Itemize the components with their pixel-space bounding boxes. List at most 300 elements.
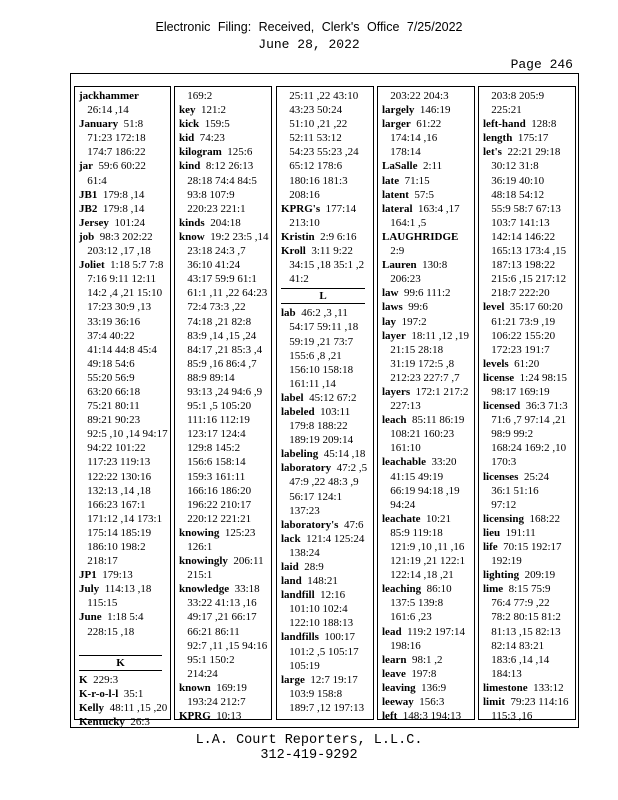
index-continuation: 170:3 — [483, 456, 517, 469]
index-continuation: 59:19 ,21 73:7 — [281, 335, 354, 348]
index-continuation: 25:11 ,22 43:10 — [281, 90, 359, 102]
index-entry — [179, 117, 271, 131]
index-continuation: 103:7 141:13 — [483, 216, 550, 229]
index-references: 179:8 ,14 — [97, 188, 145, 201]
index-continuation: 72:4 73:3 ,22 — [179, 301, 246, 314]
index-references: 35:1 — [118, 687, 144, 700]
index-references: 45:12 67:2 — [303, 391, 357, 404]
index-references: 168:22 — [523, 512, 561, 525]
index-headword: JB1 — [79, 188, 98, 201]
index-entry — [179, 131, 271, 145]
index-entry — [281, 630, 373, 644]
index-headword: lieu — [483, 526, 501, 539]
index-continuation: 66:21 86:11 — [179, 625, 240, 638]
index-continuation: 36:10 41:24 — [179, 259, 241, 272]
index-continuation: 49:18 54:6 — [79, 357, 135, 370]
index-headword: LAUGHRIDGE — [382, 230, 459, 243]
index-continuation: 208:16 — [281, 188, 320, 201]
index-entry — [382, 188, 474, 202]
index-references: 79:23 114:16 — [505, 696, 569, 709]
index-headword: kinds — [179, 216, 205, 229]
index-continuation: 54:23 55:23 ,24 — [281, 146, 359, 159]
index-continuation: 66:19 94:18 ,19 — [382, 484, 460, 497]
index-entry — [382, 329, 474, 343]
index-references: 12:7 19:17 — [304, 673, 358, 686]
index-headword: key — [179, 104, 196, 117]
index-headword: licensing — [483, 512, 524, 525]
index-continuation: 78:2 80:15 81:2 — [483, 611, 561, 624]
index-continuation: 122:22 130:16 — [79, 470, 152, 483]
index-continuation: 138:24 — [281, 546, 320, 559]
index-entry — [382, 582, 474, 596]
index-continuation: 92:5 ,10 ,14 94:17 — [79, 428, 168, 441]
index-entry — [483, 582, 575, 596]
index-headword: kid — [179, 132, 195, 145]
index-continuation: 93:13 ,24 94:6 ,9 — [179, 385, 263, 398]
index-continuation: 220:12 221:21 — [179, 512, 252, 525]
index-headword: large — [281, 673, 305, 686]
index-continuation: 218:7 222:20 — [483, 287, 550, 300]
index-entry — [382, 230, 474, 244]
index-references: 169:19 — [210, 681, 247, 694]
index-continuation: 165:13 173:4 ,15 — [483, 245, 567, 258]
index-entry — [79, 673, 170, 687]
index-references: 114:13 ,18 — [99, 583, 152, 596]
index-continuation: 54:17 59:11 ,18 — [281, 321, 359, 334]
index-entry — [382, 300, 474, 314]
index-continuation: 215:1 — [179, 569, 213, 582]
index-references: 197:2 — [396, 315, 427, 328]
index-continuation: 43:17 59:9 61:1 — [179, 273, 257, 286]
index-continuation: 175:14 185:19 — [79, 526, 152, 539]
index-references: 209:19 — [519, 569, 556, 582]
index-continuation: 84:17 ,21 85:3 ,4 — [179, 343, 263, 356]
index-continuation: 55:9 58:7 67:13 — [483, 202, 561, 215]
index-entry — [281, 391, 373, 405]
index-references: 159:5 — [199, 118, 230, 131]
index-continuation: 203:12 ,17 ,18 — [79, 245, 151, 258]
index-entry — [382, 455, 474, 469]
index-references: 179:13 — [96, 569, 133, 582]
index-headword: June — [79, 611, 102, 624]
index-references: 61:22 — [410, 118, 442, 131]
index-continuation: 33:22 41:13 ,16 — [179, 597, 257, 610]
index-entry — [179, 145, 271, 159]
index-continuation: 49:17 ,21 66:17 — [179, 611, 257, 624]
index-headword: late — [382, 174, 400, 187]
index-references: 35:17 60:20 — [504, 301, 563, 314]
index-continuation: 101:2 ,5 105:17 — [281, 645, 359, 658]
index-entry — [179, 554, 271, 568]
index-entry — [382, 103, 474, 117]
index-references: 86:10 — [421, 583, 452, 596]
index-references: 177:14 — [320, 202, 357, 215]
index-entry — [483, 371, 575, 385]
index-headword: laid — [281, 561, 299, 573]
index-continuation: 75:21 80:11 — [79, 400, 140, 413]
index-continuation: 85:9 119:18 — [382, 526, 443, 539]
index-headword: K — [79, 673, 88, 686]
index-references: 172:1 217:2 — [410, 385, 469, 398]
index-references: 48:11 ,15 ,20 — [104, 701, 168, 714]
index-headword: lack — [281, 532, 301, 545]
index-references: 206:11 — [227, 555, 264, 568]
index-continuation: 166:23 167:1 — [79, 498, 146, 511]
index-continuation: 41:2 — [281, 273, 309, 286]
index-references: 121:4 125:24 — [300, 532, 365, 545]
index-entry — [281, 461, 373, 475]
index-headword: job — [79, 230, 95, 243]
index-references: 22:21 29:18 — [501, 146, 561, 159]
index-headword: July — [79, 583, 100, 596]
index-entry — [79, 202, 170, 216]
index-entry — [483, 300, 575, 314]
index-references: 2:9 6:16 — [314, 230, 357, 243]
index-entry — [281, 518, 373, 532]
filing-stamp-line: Electronic Filing: Received, Clerk's Office 7/25/2022 — [155, 20, 463, 34]
index-entry — [281, 230, 373, 244]
index-entry — [179, 230, 271, 244]
index-references: 101:24 — [108, 216, 145, 229]
index-entry — [179, 103, 271, 117]
index-continuation: 43:23 50:24 — [281, 104, 343, 117]
index-headword: known — [179, 681, 211, 694]
index-continuation: 183:6 ,14 ,14 — [483, 653, 550, 666]
index-continuation: 180:16 181:3 — [281, 174, 348, 187]
index-headword: KPRG — [179, 710, 211, 723]
index-headword: labeling — [281, 448, 319, 461]
index-headword: knowledge — [179, 583, 230, 596]
index-entry — [79, 89, 170, 103]
index-entry — [483, 131, 575, 145]
page-number: Page 246 — [510, 57, 573, 72]
index-entry — [483, 470, 575, 484]
index-continuation: 23:18 24:3 ,7 — [179, 245, 246, 258]
index-references: 1:18 5:4 — [101, 611, 144, 624]
index-continuation: 215:6 ,15 217:12 — [483, 273, 567, 286]
index-entry — [179, 216, 271, 230]
index-references: 191:11 — [500, 526, 536, 539]
index-headword: largely — [382, 104, 415, 117]
index-continuation: 94:24 — [382, 498, 416, 511]
index-references: 45:14 ,18 — [318, 448, 366, 461]
index-headword: left — [382, 710, 398, 723]
index-continuation: 55:20 56:9 — [79, 371, 135, 384]
index-headword: lateral — [382, 202, 413, 215]
index-entry — [281, 405, 373, 419]
footer-company: L.A. Court Reporters, L.L.C. — [195, 733, 423, 748]
index-entry — [79, 568, 170, 582]
index-headword: license — [483, 371, 515, 384]
index-headword: kilogram — [179, 146, 222, 159]
index-continuation: 174:14 ,16 — [382, 132, 438, 145]
index-continuation: 41:14 44:8 45:4 — [79, 343, 157, 356]
index-entry — [79, 687, 170, 701]
index-headword: laboratory's — [281, 518, 339, 531]
index-continuation: 115:3 ,16 — [483, 710, 533, 723]
index-references: 10:21 — [420, 512, 452, 525]
index-entry — [382, 709, 474, 723]
index-headword: leach — [382, 414, 407, 427]
index-continuation: 28:18 74:4 84:5 — [179, 174, 257, 187]
index-references: 59:6 60:22 — [93, 160, 146, 173]
index-continuation: 137:5 139:8 — [382, 597, 444, 610]
index-headword: leeway — [382, 696, 414, 709]
index-continuation: 82:14 83:21 — [483, 639, 545, 652]
index-headword: let's — [483, 146, 502, 159]
index-continuation: 76:4 77:9 ,22 — [483, 597, 550, 610]
index-references: 148:21 — [301, 575, 338, 588]
index-entry — [281, 574, 373, 588]
index-references: 204:18 — [204, 216, 241, 229]
index-continuation: 212:23 227:7 ,7 — [382, 371, 460, 384]
index-continuation: 206:23 — [382, 273, 421, 286]
index-entry — [79, 216, 170, 230]
index-entry — [382, 159, 474, 173]
index-continuation: 81:13 ,15 82:13 — [483, 625, 561, 638]
index-headword: Jersey — [79, 216, 109, 229]
index-continuation: 228:15 ,18 — [79, 625, 135, 638]
index-references: 179:8 ,14 — [97, 202, 145, 215]
index-references: 26:3 — [124, 716, 150, 729]
index-references: 98:3 202:22 — [94, 230, 153, 243]
index-entry — [179, 159, 271, 173]
index-references: 8:15 75:9 — [503, 583, 551, 596]
index-references: 229:3 — [87, 673, 119, 686]
index-continuation: 159:3 161:11 — [179, 470, 246, 483]
index-headword: level — [483, 301, 505, 314]
index-entry — [179, 681, 271, 695]
index-headword: learn — [382, 653, 407, 666]
index-references: 33:18 — [229, 583, 260, 596]
index-headword: leaving — [382, 681, 416, 694]
index-headword: leachable — [382, 456, 426, 469]
index-column-1 — [74, 86, 171, 729]
index-continuation: 225:21 — [483, 104, 522, 117]
index-headword: law — [382, 287, 399, 300]
index-continuation: 21:15 28:18 — [382, 343, 444, 356]
index-entry — [382, 258, 474, 272]
index-entry — [79, 159, 170, 173]
index-headword: Joliet — [79, 259, 105, 272]
index-references: 12:16 — [314, 589, 346, 602]
index-references: 100:17 — [318, 631, 355, 644]
index-headword: licensed — [483, 400, 521, 413]
index-continuation: 108:21 160:23 — [382, 428, 455, 441]
index-continuation: 111:16 112:19 — [179, 414, 250, 427]
index-references: 125:23 — [219, 526, 256, 539]
index-entry — [79, 701, 170, 715]
index-continuation: 198:16 — [382, 639, 421, 652]
index-continuation: 213:10 — [281, 216, 320, 229]
index-headword: licenses — [483, 470, 519, 483]
index-entry — [382, 625, 474, 639]
index-entry — [281, 306, 373, 320]
index-headword: leaching — [382, 583, 422, 596]
index-entry — [382, 512, 474, 526]
index-continuation: 179:8 188:22 — [281, 420, 348, 433]
index-entry — [281, 244, 373, 258]
index-continuation: 189:7 ,12 197:13 — [281, 701, 365, 714]
blank-line — [79, 639, 170, 653]
index-headword: JP1 — [79, 569, 97, 582]
index-references: 85:11 86:19 — [406, 414, 465, 427]
index-continuation: 155:6 ,8 ,21 — [281, 349, 342, 362]
index-continuation: 117:23 119:13 — [79, 456, 151, 469]
index-references: 1:18 5:7 7:8 — [104, 259, 164, 272]
index-entry — [382, 413, 474, 427]
index-continuation: 47:9 ,22 48:3 ,9 — [281, 476, 359, 489]
index-continuation: 156:6 158:14 — [179, 456, 246, 469]
index-continuation: 30:12 31:8 — [483, 160, 539, 173]
index-entry — [483, 681, 575, 695]
section-letter: K — [79, 655, 162, 671]
index-headword: K-r-o-l-l — [79, 687, 119, 700]
index-references: 98:1 ,2 — [406, 653, 443, 666]
index-references: 103:11 — [314, 405, 351, 418]
index-references: 119:2 197:14 — [401, 625, 466, 638]
index-continuation: 171:12 ,14 173:1 — [79, 512, 163, 525]
index-headword: jar — [79, 160, 94, 173]
index-references: 47:2 ,5 — [331, 462, 368, 475]
index-references: 19:2 23:5 ,14 — [204, 230, 269, 243]
index-continuation: 214:24 — [179, 667, 218, 680]
index-continuation: 98:17 169:19 — [483, 385, 550, 398]
index-entry — [382, 695, 474, 709]
index-continuation: 63:20 66:18 — [79, 385, 141, 398]
index-entry — [382, 202, 474, 216]
index-headword: labeled — [281, 405, 315, 418]
index-continuation: 31:19 172:5 ,8 — [382, 357, 455, 370]
index-continuation: 132:13 ,14 ,18 — [79, 484, 151, 497]
index-entry — [179, 526, 271, 540]
index-entry — [79, 188, 170, 202]
index-references: 99:6 111:2 — [398, 287, 451, 300]
index-references: 61:20 — [508, 357, 540, 370]
index-entry — [483, 568, 575, 582]
index-headword: leave — [382, 667, 406, 680]
index-continuation: 85:9 ,16 86:4 ,7 — [179, 357, 257, 370]
index-continuation: 193:24 212:7 — [179, 696, 246, 709]
index-continuation: 95:1 ,5 105:20 — [179, 400, 252, 413]
index-continuation: 189:19 209:14 — [281, 434, 354, 447]
index-headword: lay — [382, 315, 397, 328]
index-headword: laws — [382, 301, 403, 314]
index-entry — [382, 385, 474, 399]
index-headword: left-hand — [483, 118, 526, 131]
index-entry — [79, 258, 170, 272]
index-references: 133:12 — [527, 681, 564, 694]
index-continuation: 26:14 ,14 — [79, 104, 129, 117]
index-headword: lighting — [483, 569, 520, 582]
index-references: 2:11 — [417, 160, 443, 173]
deposition-date: June 28, 2022 — [258, 37, 360, 52]
index-references: 47:6 — [338, 518, 364, 531]
index-continuation: 121:9 ,10 ,11 ,16 — [382, 541, 465, 553]
index-headword: Kristin — [281, 230, 315, 243]
index-continuation: 192:19 — [483, 555, 522, 568]
index-entry — [483, 526, 575, 540]
index-entry — [79, 582, 170, 596]
index-headword: levels — [483, 357, 509, 370]
index-headword: Lauren — [382, 259, 417, 272]
index-entry — [79, 230, 170, 244]
index-headword: leachate — [382, 512, 421, 525]
index-entry — [79, 610, 170, 624]
index-headword: jackhammer — [79, 90, 139, 102]
index-entry — [382, 653, 474, 667]
index-continuation: 161:6 ,23 — [382, 611, 432, 624]
index-continuation: 156:10 158:18 — [281, 363, 354, 376]
index-entry — [179, 582, 271, 596]
index-continuation: 17:23 30:9 ,13 — [79, 301, 152, 314]
index-entry — [79, 117, 170, 131]
index-continuation: 178:14 — [382, 146, 421, 159]
index-continuation: 52:11 53:12 — [281, 132, 342, 145]
index-headword: lead — [382, 625, 402, 638]
index-headword: kind — [179, 160, 201, 173]
index-headword: larger — [382, 118, 411, 131]
index-headword: land — [281, 575, 302, 588]
index-continuation: 166:16 186:20 — [179, 484, 252, 497]
index-continuation: 218:17 — [79, 555, 118, 568]
index-continuation: 187:13 198:22 — [483, 259, 556, 272]
index-entry — [483, 117, 575, 131]
index-references: 121:2 — [195, 104, 227, 117]
index-headword: length — [483, 132, 513, 145]
index-references: 3:11 9:22 — [305, 245, 353, 258]
index-continuation: 121:19 ,21 122:1 — [382, 555, 466, 568]
index-headword: know — [179, 230, 205, 243]
index-continuation: 88:9 89:14 — [179, 371, 235, 384]
index-continuation: 126:1 — [179, 541, 213, 553]
index-headword: Kroll — [281, 245, 306, 258]
index-continuation: 89:21 90:23 — [79, 414, 141, 427]
index-continuation: 105:19 — [281, 659, 320, 672]
index-headword: landfill — [281, 589, 315, 602]
index-column-5 — [478, 86, 576, 723]
index-references: 36:3 71:3 — [520, 400, 568, 413]
index-continuation: 36:1 51:16 — [483, 484, 539, 497]
index-continuation: 227:13 — [382, 400, 421, 413]
index-references: 74:23 — [194, 132, 225, 145]
index-continuation: 95:1 150:2 — [179, 653, 235, 666]
section-letter: L — [281, 288, 365, 304]
index-continuation: 220:23 221:1 — [179, 202, 246, 215]
index-continuation: 168:24 169:2 ,10 — [483, 442, 567, 455]
index-entry — [483, 145, 575, 159]
index-entry — [382, 174, 474, 188]
index-entry — [382, 667, 474, 681]
index-references: 51:8 — [118, 118, 144, 131]
index-headword: kick — [179, 118, 200, 131]
index-continuation: 122:14 ,18 ,21 — [382, 569, 454, 582]
index-headword: January — [79, 118, 119, 131]
index-headword: latent — [382, 188, 409, 201]
index-references: 99:6 — [402, 301, 428, 314]
index-headword: layer — [382, 329, 406, 342]
index-headword: landfills — [281, 631, 319, 644]
index-references: 197:8 — [405, 667, 437, 680]
index-continuation: 51:10 ,21 ,22 — [281, 118, 348, 131]
index-references: 25:24 — [518, 470, 550, 483]
index-references: 146:19 — [414, 104, 451, 117]
index-headword: LaSalle — [382, 160, 418, 173]
index-headword: JB2 — [79, 202, 98, 215]
index-continuation: 83:9 ,14 ,15 ,24 — [179, 329, 257, 342]
index-references: 71:15 — [399, 174, 430, 187]
index-column-2 — [174, 86, 272, 723]
